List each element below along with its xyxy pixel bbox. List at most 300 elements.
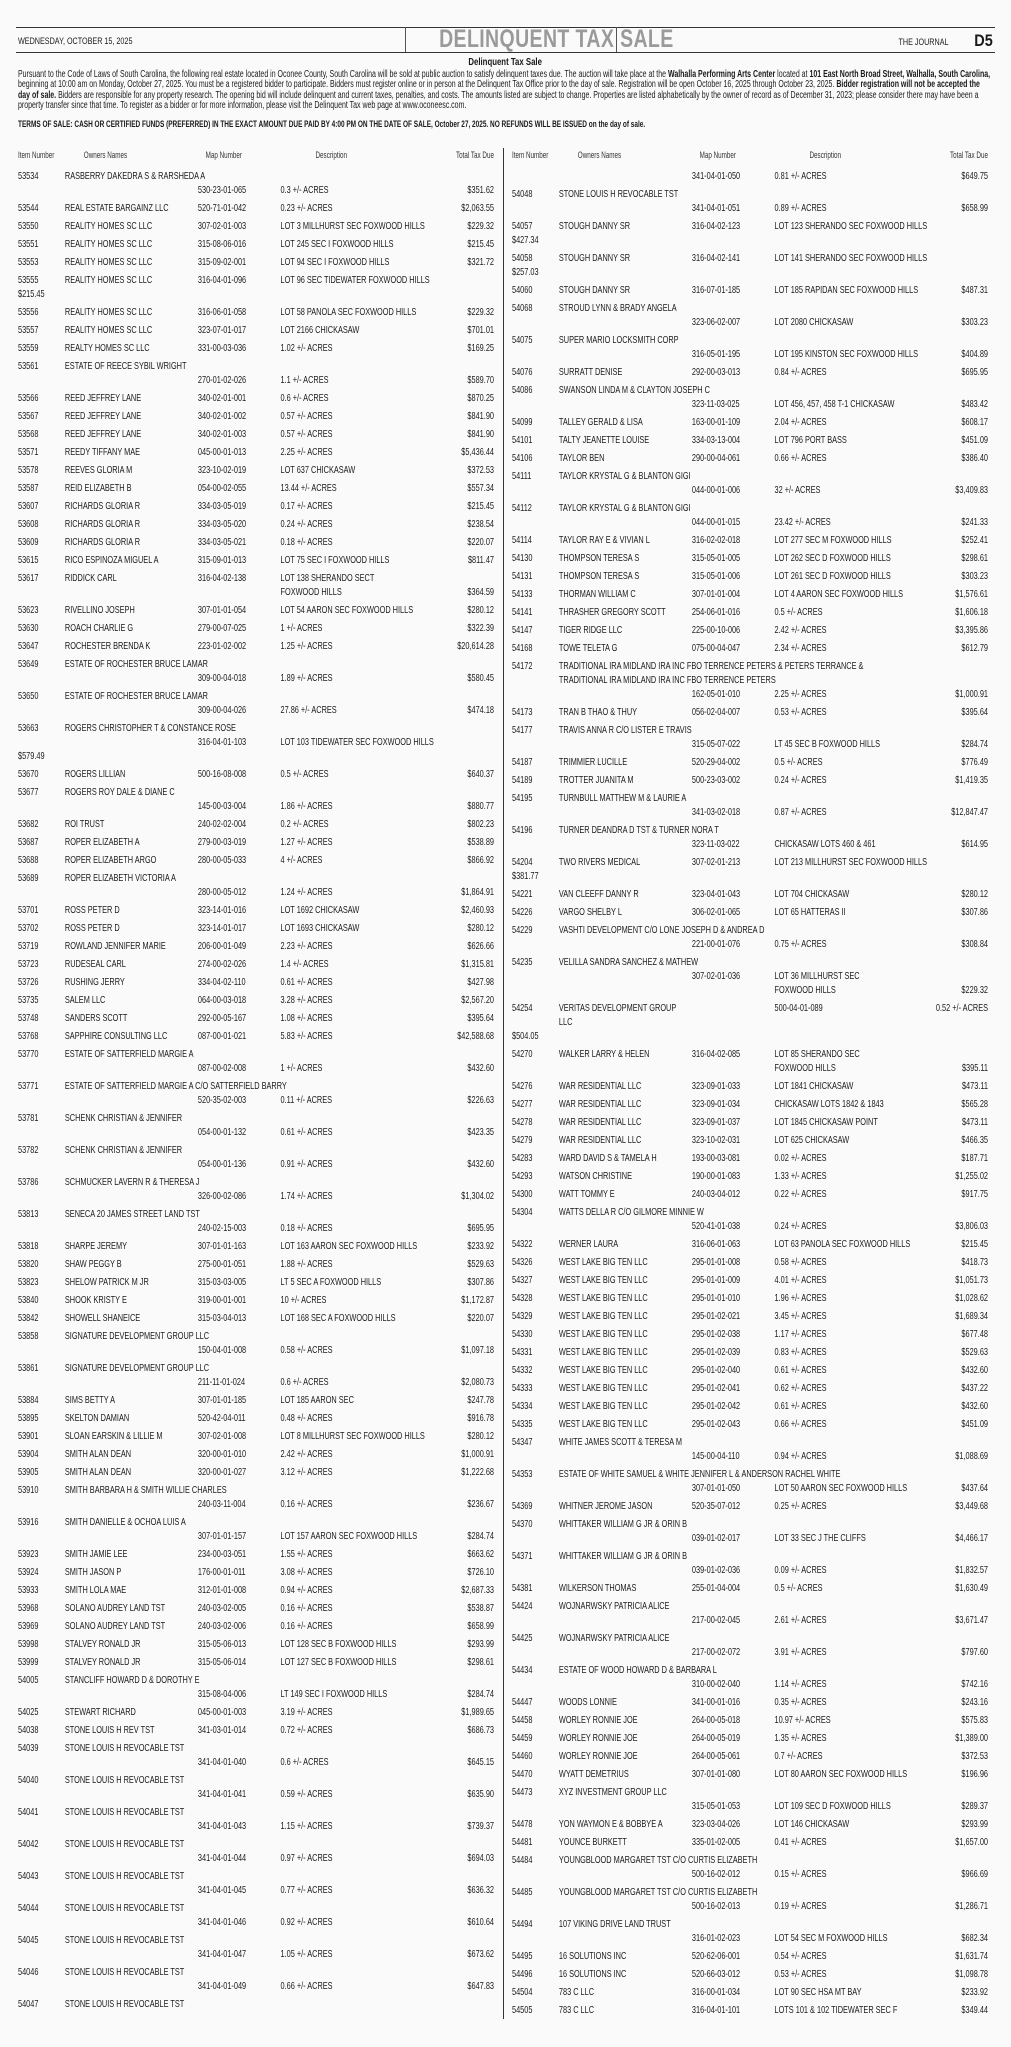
map-number: 217-00-02-072 <box>691 1645 741 1658</box>
owner-name: TALTY JEANETTE LOUISE <box>558 433 650 446</box>
owner-name: REEVES GLORIA M <box>64 463 133 476</box>
total-tax-due: $2,080.73 <box>461 1375 494 1388</box>
item-number: 53649 <box>18 657 39 670</box>
item-number: 53818 <box>18 1239 39 1252</box>
item-number: 53858 <box>18 1329 39 1342</box>
owner-name: SIMS BETTY A <box>64 1393 116 1406</box>
item-number: 54040 <box>18 1773 39 1786</box>
table-row <box>18 1205 494 1237</box>
item-number: 53557 <box>18 323 39 336</box>
table-row <box>512 531 988 549</box>
owner-name: THRASHER GREGORY SCOTT <box>558 605 666 618</box>
item-number: 54177 <box>512 723 533 736</box>
item-number: 54278 <box>512 1115 533 1128</box>
map-number: 295-01-02-043 <box>691 1417 741 1430</box>
item-number: 54114 <box>512 533 532 546</box>
owner-name: REALITY HOMES SC LLC <box>64 237 153 250</box>
table-row <box>512 1661 988 1693</box>
table-row <box>18 1721 494 1739</box>
map-number: 315-05-06-013 <box>197 1637 247 1650</box>
map-number: 520-71-01-042 <box>197 201 247 214</box>
description: 0.72 +/- ACRES <box>280 1723 333 1736</box>
owner-name: STALVEY RONALD JR <box>64 1637 141 1650</box>
item-number: 53998 <box>18 1637 39 1650</box>
description: 0.16 +/- ACRES <box>280 1497 333 1510</box>
map-number: 315-05-01-006 <box>691 569 741 582</box>
item-number: 54353 <box>512 1467 533 1480</box>
table-row <box>512 657 988 703</box>
map-number: 307-02-01-003 <box>197 219 247 232</box>
total-tax-due: $257.03 <box>512 265 539 278</box>
owner-name: SHOOK KRISTY E <box>64 1293 127 1306</box>
owner-name: SOLANO AUDREY LAND TST <box>64 1601 166 1614</box>
description: 1.24 +/- ACRES <box>280 885 333 898</box>
table-row <box>18 1173 494 1205</box>
map-number: 309-00-04-018 <box>197 671 247 684</box>
map-number: 307-02-01-036 <box>691 969 741 982</box>
item-number: 53723 <box>18 957 39 970</box>
table-row <box>512 185 988 217</box>
owner-name: SMITH BARBARA H & SMITH WILLIE CHARLES <box>64 1483 227 1496</box>
item-number: 53556 <box>18 305 39 318</box>
table-row <box>18 1273 494 1291</box>
map-number: 341-04-01-045 <box>197 1883 247 1896</box>
map-number: 341-03-02-018 <box>691 805 741 818</box>
item-number: 54044 <box>18 1901 39 1914</box>
description: 0.94 +/- ACRES <box>280 1583 333 1596</box>
description: 0.3 +/- ACRES <box>280 183 329 196</box>
total-tax-due: $372.53 <box>467 463 494 476</box>
map-number: 341-03-01-014 <box>197 1723 247 1736</box>
table-row <box>18 1835 494 1867</box>
listing-column-right-wrap <box>512 150 989 2019</box>
total-tax-due: $917.75 <box>961 1187 988 1200</box>
description: LOT 796 PORT BASS <box>774 433 847 446</box>
owner-name: STONE LOUIS H REVOCABLE TST <box>64 1869 185 1882</box>
column-headers-left <box>18 150 494 164</box>
owner-name: TIGER RIDGE LLC <box>558 623 623 636</box>
item-number: 54381 <box>512 1581 533 1594</box>
table-row <box>512 1815 988 1833</box>
owner-name: WAR RESIDENTIAL LLC <box>558 1115 642 1128</box>
map-number: 315-05-01-005 <box>691 551 741 564</box>
owner-name: SMITH LOLA MAE <box>64 1583 127 1596</box>
total-tax-due: $1,419.35 <box>955 773 988 786</box>
description: 0.58 +/- ACRES <box>280 1343 333 1356</box>
total-tax-due: $280.12 <box>467 603 494 616</box>
description: 0.5 +/- ACRES <box>280 767 329 780</box>
description: 1.86 +/- ACRES <box>280 799 333 812</box>
map-number: 315-05-01-053 <box>691 1799 741 1812</box>
map-number: 323-10-02-019 <box>197 463 247 476</box>
table-row <box>18 235 494 253</box>
description: 1 +/- ACRES <box>280 1061 323 1074</box>
total-tax-due: $1,576.61 <box>955 587 988 600</box>
owner-name: VERITAS DEVELOPMENT GROUP LLC <box>558 1001 677 1028</box>
item-number: 53813 <box>18 1207 39 1220</box>
item-number: 54333 <box>512 1381 533 1394</box>
owner-name: RASBERRY DAKEDRA S & RARSHEDA A <box>64 169 206 182</box>
item-number: 53670 <box>18 767 39 780</box>
item-number: 53559 <box>18 341 39 354</box>
owner-name: REALITY HOMES SC LLC <box>64 323 153 336</box>
table-row <box>18 973 494 991</box>
item-number: 54504 <box>512 1985 533 1998</box>
description: 0.84 +/- ACRES <box>774 365 827 378</box>
item-number: 53786 <box>18 1175 39 1188</box>
owner-name: SALEM LLC <box>64 993 106 1006</box>
map-number: 520-42-04-011 <box>197 1411 246 1424</box>
total-tax-due: $640.37 <box>467 767 494 780</box>
total-tax-due: $229.32 <box>961 983 988 996</box>
item-number: 54048 <box>512 187 533 200</box>
description: LOT 625 CHICKASAW <box>774 1133 850 1146</box>
table-row <box>512 1203 988 1235</box>
owner-name: STONE LOUIS H REVOCABLE TST <box>64 1965 185 1978</box>
item-number: 54369 <box>512 1499 533 1512</box>
table-row <box>18 815 494 833</box>
map-number: 520-29-04-002 <box>691 755 741 768</box>
map-number: 310-00-02-040 <box>691 1677 741 1690</box>
table-row <box>18 851 494 869</box>
total-tax-due: $451.09 <box>961 433 988 446</box>
total-tax-due: $284.74 <box>961 737 988 750</box>
table-row <box>18 425 494 443</box>
table-row <box>512 1783 988 1815</box>
total-tax-due: $1,051.73 <box>955 1273 988 1286</box>
description: 1.27 +/- ACRES <box>280 835 333 848</box>
item-number: 53901 <box>18 1429 39 1442</box>
item-number: 54047 <box>18 1997 39 2010</box>
total-tax-due: $432.60 <box>961 1399 988 1412</box>
total-tax-due: $298.61 <box>961 551 988 564</box>
map-number: 223-01-02-002 <box>197 639 247 652</box>
total-tax-due: $3,806.03 <box>955 1219 988 1232</box>
table-row <box>18 765 494 783</box>
map-number: 145-00-03-004 <box>197 799 247 812</box>
total-tax-due: $589.70 <box>467 373 494 386</box>
item-number: 53735 <box>18 993 39 1006</box>
total-tax-due: $1,689.34 <box>955 1309 988 1322</box>
description: 0.92 +/- ACRES <box>280 1915 333 1928</box>
description: 1.15 +/- ACRES <box>280 1819 333 1832</box>
table-row <box>18 1481 494 1513</box>
description: 1.17 +/- ACRES <box>774 1327 827 1340</box>
map-number: 316-02-02-018 <box>691 533 741 546</box>
description: 0.66 +/- ACRES <box>280 1979 333 1992</box>
total-tax-due: $298.61 <box>467 1655 494 1668</box>
description: 0.91 +/- ACRES <box>280 1157 333 1170</box>
owner-name: WARD DAVID S & TAMELA H <box>558 1151 657 1164</box>
total-tax-due: $437.64 <box>961 1481 988 1494</box>
total-tax-due: $12,847.47 <box>951 805 988 818</box>
map-number: 280-00-05-012 <box>197 885 247 898</box>
owner-name: RICHARDS GLORIA R <box>64 535 141 548</box>
owner-name: TOWE TELETA G <box>558 641 618 654</box>
map-number: 307-01-01-080 <box>691 1767 741 1780</box>
table-row <box>18 1327 494 1359</box>
total-tax-due: $3,449.68 <box>955 1499 988 1512</box>
header-item-number: Item Number <box>18 149 55 160</box>
item-number: 54131 <box>512 569 533 582</box>
table-row <box>18 601 494 619</box>
item-number: 54347 <box>512 1435 533 1448</box>
item-number: 54226 <box>512 905 533 918</box>
owner-name: REED JEFFREY LANE <box>64 427 142 440</box>
owner-name: STOUGH DANNY SR <box>558 219 631 232</box>
map-number: 340-02-01-003 <box>197 427 247 440</box>
map-number: 056-02-04-007 <box>691 705 741 718</box>
map-number: 264-00-05-019 <box>691 1731 741 1744</box>
table-row <box>512 1747 988 1765</box>
item-number: 53916 <box>18 1515 39 1528</box>
description: 0.24 +/- ACRES <box>280 517 333 530</box>
description: 0.97 +/- ACRES <box>280 1851 333 1864</box>
description: LOT 146 CHICKASAW <box>774 1817 850 1830</box>
item-number: 53923 <box>18 1547 39 1560</box>
description: 0.09 +/- ACRES <box>774 1563 827 1576</box>
map-number: 323-03-04-026 <box>691 1817 741 1830</box>
map-number: 044-00-01-006 <box>691 483 741 496</box>
item-number: 53910 <box>18 1483 39 1496</box>
description: 2.42 +/- ACRES <box>774 623 827 636</box>
owner-name: REAL ESTATE BARGAINZ LLC <box>64 201 169 214</box>
map-number: 323-14-01-017 <box>197 921 247 934</box>
table-row <box>512 1271 988 1289</box>
owner-name: ROI TRUST <box>64 817 105 830</box>
owner-name: STONE LOUIS H REV TST <box>64 1723 155 1736</box>
owner-name: WAR RESIDENTIAL LLC <box>558 1079 642 1092</box>
owner-name: TALLEY GERALD & LISA <box>558 415 643 428</box>
item-number: 54485 <box>512 1885 533 1898</box>
map-number: 315-03-03-005 <box>197 1275 247 1288</box>
table-row <box>18 339 494 357</box>
owner-name: RIDDICK CARL <box>64 571 117 584</box>
owner-name: 783 C LLC <box>558 2003 595 2016</box>
map-number: 087-00-02-008 <box>197 1061 247 1074</box>
total-tax-due: $612.79 <box>961 641 988 654</box>
total-tax-due: $3,409.83 <box>955 483 988 496</box>
description: 1.96 +/- ACRES <box>774 1291 827 1304</box>
total-tax-due: $1,631.74 <box>955 1949 988 1962</box>
table-row <box>18 1309 494 1327</box>
description: 0.57 +/- ACRES <box>280 409 333 422</box>
total-tax-due: $483.42 <box>961 397 988 410</box>
item-number: 53719 <box>18 939 39 952</box>
header-map-number: Map Number <box>699 149 737 160</box>
total-tax-due: $916.78 <box>467 1411 494 1424</box>
description: 2.42 +/- ACRES <box>280 1447 333 1460</box>
total-tax-due: $1,172.87 <box>461 1293 494 1306</box>
item-number: 54086 <box>512 383 533 396</box>
masthead-bottom-rule <box>16 52 995 53</box>
item-number: 53630 <box>18 621 39 634</box>
total-tax-due: $307.86 <box>961 905 988 918</box>
map-number: 190-00-01-083 <box>691 1169 741 1182</box>
table-row <box>18 303 494 321</box>
owner-name: SMITH ALAN DEAN <box>64 1465 132 1478</box>
table-row <box>512 449 988 467</box>
map-number: 054-00-01-136 <box>197 1157 247 1170</box>
map-number: 341-04-01-040 <box>197 1755 247 1768</box>
table-row <box>18 443 494 461</box>
table-row <box>512 249 988 281</box>
table-row <box>18 461 494 479</box>
item-number: 54335 <box>512 1417 533 1430</box>
map-number: 054-00-01-132 <box>197 1125 247 1138</box>
description: 0.5 +/- ACRES <box>774 755 823 768</box>
item-number: 53904 <box>18 1447 39 1460</box>
description: 0.2 +/- ACRES <box>280 817 329 830</box>
description: 23.42 +/- ACRES <box>774 515 831 528</box>
owner-name: STONE LOUIS H REVOCABLE TST <box>64 1997 185 2010</box>
header-total-tax-due: Total Tax Due <box>949 149 988 160</box>
owner-name: REID ELIZABETH B <box>64 481 132 494</box>
total-tax-due: $466.35 <box>961 1133 988 1146</box>
table-row <box>18 1359 494 1391</box>
item-number: 53609 <box>18 535 39 548</box>
table-row <box>512 567 988 585</box>
description: 0.66 +/- ACRES <box>774 451 827 464</box>
description: LOT 163 AARON SEC FOXWOOD HILLS <box>280 1239 418 1252</box>
map-number: 530-23-01-065 <box>197 183 247 196</box>
total-tax-due: $682.34 <box>961 1931 988 1944</box>
description: LOT 261 SEC D FOXWOOD HILLS <box>774 569 891 582</box>
owner-name: WOODS LONNIE <box>558 1695 617 1708</box>
owner-name: WEST LAKE BIG TEN LLC <box>558 1399 648 1412</box>
description: LOT 704 CHICKASAW <box>774 887 850 900</box>
owner-name: THOMPSON TERESA S <box>558 569 640 582</box>
table-row <box>18 321 494 339</box>
description: 0.58 +/- ACRES <box>774 1255 827 1268</box>
listing-column-right <box>512 167 988 2019</box>
description: CHICKASAW LOTS 1842 & 1843 <box>774 1097 884 1110</box>
description: LOT 65 HATTERAS II <box>774 905 846 918</box>
table-row <box>512 167 988 185</box>
total-tax-due: $1,222.68 <box>461 1465 494 1478</box>
total-tax-due: $2,460.93 <box>461 903 494 916</box>
item-number: 54484 <box>512 1853 533 1866</box>
map-number: 500-16-02-013 <box>691 1899 741 1912</box>
total-tax-due: $437.22 <box>961 1381 988 1394</box>
table-row <box>18 1027 494 1045</box>
map-number: 044-00-01-015 <box>691 515 741 528</box>
table-row <box>512 885 988 903</box>
item-number: 53689 <box>18 871 39 884</box>
description: 3.91 +/- ACRES <box>774 1645 827 1658</box>
description: 2.25 +/- ACRES <box>280 445 333 458</box>
table-row <box>18 1771 494 1803</box>
map-number: 234-00-03-051 <box>197 1547 247 1560</box>
map-number: 315-05-06-014 <box>197 1655 247 1668</box>
owner-name: SHAW PEGGY B <box>64 1257 122 1270</box>
description: LOT 185 RAPIDAN SEC FOXWOOD HILLS <box>774 283 919 296</box>
owner-name: STONE LOUIS H REVOCABLE TST <box>64 1901 185 1914</box>
item-number: 54332 <box>512 1363 533 1376</box>
table-row <box>18 687 494 719</box>
description: 2.34 +/- ACRES <box>774 641 827 654</box>
map-number: 326-00-02-086 <box>197 1189 247 1202</box>
description: LOT 4 AARON SEC FOXWOOD HILLS <box>774 587 904 600</box>
venue-address: 101 East North Broad Street, Walhalla, South Carolina, <box>809 69 991 80</box>
table-row <box>18 551 494 569</box>
description: 1.33 +/- ACRES <box>774 1169 827 1182</box>
owner-name: SMITH JASON P <box>64 1565 122 1578</box>
notice-paragraph <box>18 70 992 112</box>
owner-name: WAR RESIDENTIAL LLC <box>558 1097 642 1110</box>
item-number: 54334 <box>512 1399 533 1412</box>
total-tax-due: $742.16 <box>961 1677 988 1690</box>
total-tax-due: $866.92 <box>467 853 494 866</box>
total-tax-due: $529.63 <box>961 1345 988 1358</box>
owner-name: ESTATE OF WOOD HOWARD D & BARBARA L <box>558 1663 717 1676</box>
table-row <box>512 1077 988 1095</box>
owner-name: TRAN B THAO & THUY <box>558 705 638 718</box>
description: 2.61 +/- ACRES <box>774 1613 827 1626</box>
map-number: 323-04-01-043 <box>691 887 741 900</box>
item-number: 54495 <box>512 1949 533 1962</box>
table-row <box>18 1109 494 1141</box>
description: LOT 50 AARON SEC FOXWOOD HILLS <box>774 1481 908 1494</box>
item-number: 53861 <box>18 1361 39 1374</box>
total-tax-due: $610.64 <box>467 1915 494 1928</box>
description: LOT 157 AARON SEC FOXWOOD HILLS <box>280 1529 418 1542</box>
total-tax-due: $432.60 <box>467 1061 494 1074</box>
map-number: 340-02-01-001 <box>197 391 247 404</box>
item-number: 54060 <box>512 283 533 296</box>
owner-name: STALVEY RONALD JR <box>64 1655 141 1668</box>
description: LOT 103 TIDEWATER SEC FOXWOOD HILLS <box>280 735 434 748</box>
total-tax-due: $1,989.65 <box>461 1705 494 1718</box>
owner-name: WEST LAKE BIG TEN LLC <box>558 1327 648 1340</box>
map-number: 087-00-01-021 <box>197 1029 247 1042</box>
table-row <box>512 999 988 1045</box>
owner-name: VAN CLEEFF DANNY R <box>558 887 639 900</box>
total-tax-due: $3,395.86 <box>955 623 988 636</box>
map-number: 334-04-02-110 <box>197 975 246 988</box>
description: 0.87 +/- ACRES <box>774 805 827 818</box>
table-row <box>18 1255 494 1273</box>
total-tax-due: $364.59 <box>467 585 494 598</box>
owner-name: SCHMUCKER LAVERN R & THERESA J <box>64 1175 200 1188</box>
owner-name: 16 SOLUTIONS INC <box>558 1949 627 1962</box>
owner-name: STONE LOUIS H REVOCABLE TST <box>558 187 679 200</box>
description: 13.44 +/- ACRES <box>280 481 337 494</box>
header-description: Description <box>809 149 842 160</box>
owner-name: YOUNCE BURKETT <box>558 1835 627 1848</box>
description: 0.61 +/- ACRES <box>774 1363 827 1376</box>
total-tax-due: $233.92 <box>467 1239 494 1252</box>
intro-text: located at <box>775 69 810 80</box>
description: 3.08 +/- ACRES <box>280 1565 333 1578</box>
map-number: 280-00-05-033 <box>197 853 247 866</box>
owner-name: SCHENK CHRISTIAN & JENNIFER <box>64 1111 183 1124</box>
item-number: 53550 <box>18 219 39 232</box>
item-number: 54038 <box>18 1723 39 1736</box>
total-tax-due: $658.99 <box>467 1619 494 1632</box>
map-number: 316-04-01-103 <box>197 735 247 748</box>
total-tax-due: $349.44 <box>961 2003 988 2016</box>
total-tax-due: $504.05 <box>512 1029 539 1042</box>
total-tax-due: $395.64 <box>467 1011 494 1024</box>
item-number: 53905 <box>18 1465 39 1478</box>
map-number: 292-00-03-013 <box>691 365 741 378</box>
item-number: 53663 <box>18 721 39 734</box>
map-number: 264-00-05-018 <box>691 1713 741 1726</box>
total-tax-due: $579.49 <box>18 749 45 762</box>
description: 0.6 +/- ACRES <box>280 1375 329 1388</box>
map-number: 307-02-01-008 <box>197 1429 247 1442</box>
